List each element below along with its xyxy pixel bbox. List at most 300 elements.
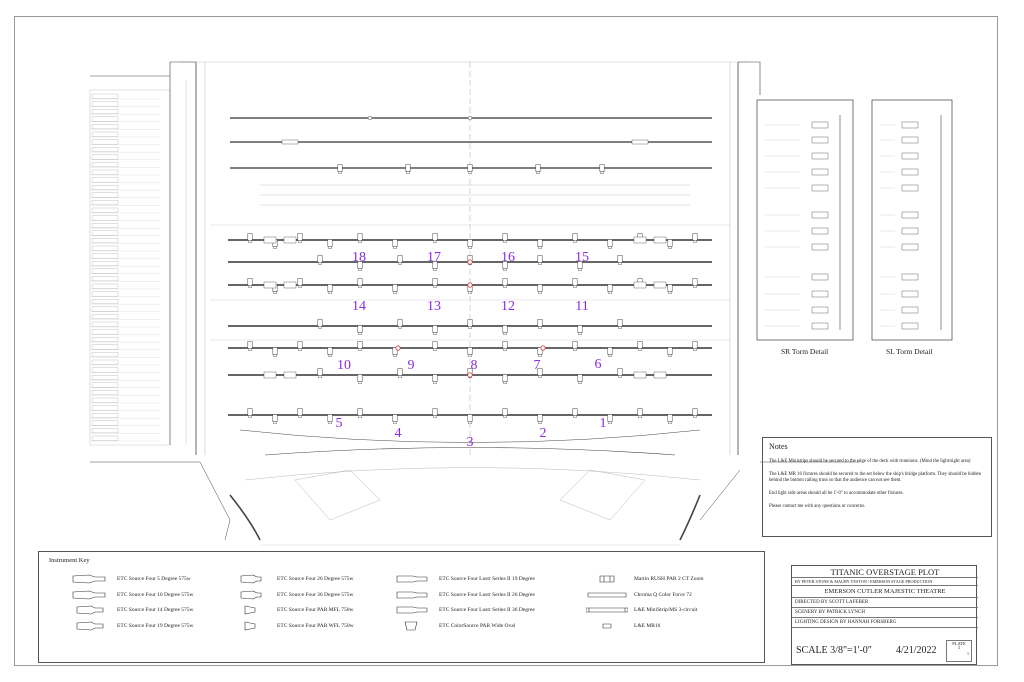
- focus-area-number: 8: [470, 358, 478, 373]
- key-item: [69, 589, 194, 601]
- key-item-label: ETC ColorSource PAR Wide Oval: [439, 622, 516, 629]
- fixture-symbol: [573, 234, 577, 243]
- fixture-barrel: [359, 269, 362, 271]
- torm-fixture: [902, 137, 918, 143]
- schedule-cell: [92, 421, 118, 426]
- schedule-cell: [92, 223, 118, 228]
- fixture-barrel: [359, 349, 362, 351]
- fixture-barrel: [539, 422, 542, 424]
- focus-area-number: 11: [575, 299, 589, 314]
- fixture-symbol: [328, 415, 332, 424]
- fixture-body: [433, 342, 437, 349]
- fixture-symbol: [538, 320, 542, 329]
- fixture-symbol: [433, 326, 437, 335]
- key-item-label: ETC Source Four PAR WFL 750w: [277, 622, 354, 629]
- circuit-schedule-frame: [90, 90, 170, 445]
- fixture-symbol: [328, 348, 332, 357]
- fixture-barrel: [394, 247, 397, 249]
- fixture-barrel: [299, 241, 302, 243]
- fixture-symbol: [358, 342, 362, 351]
- fixture-symbol: [693, 279, 697, 288]
- fixture-symbol: [668, 285, 672, 294]
- schedule-cell: [92, 398, 118, 403]
- fixture-barrel: [539, 355, 542, 357]
- fixture-body: [318, 256, 322, 263]
- key-item: [586, 589, 692, 601]
- plate-of: 1: [967, 651, 969, 656]
- focus-area-number: 14: [352, 299, 366, 314]
- fixture-barrel: [329, 355, 332, 357]
- fixture-body: [298, 279, 302, 286]
- fixture-barrel: [394, 292, 397, 294]
- led-ellipsoidal-icon: [391, 604, 433, 616]
- stair-unit-right: [560, 470, 645, 520]
- director-credit: DIRECTED BY SCOTT LAFEBER: [792, 598, 978, 608]
- key-item: [391, 604, 535, 616]
- fixture-symbol: [503, 326, 507, 335]
- schedule-cell: [92, 368, 118, 373]
- fixture-symbol: [406, 165, 410, 174]
- schedule-cell: [92, 94, 118, 99]
- note-item: The L&E Ministrips should be secured to the edge of the deck with trunnions. (Mind the light/sight area): [769, 459, 971, 464]
- fixture-barrel: [469, 247, 472, 249]
- fixture-symbol: [608, 240, 612, 249]
- key-item-label: ETC Source Four PAR MFL 750w: [277, 607, 354, 613]
- fixture-body: [298, 409, 302, 416]
- torm-fixture: [902, 169, 918, 175]
- fixture-body: [358, 342, 362, 349]
- fixture-body: [433, 234, 437, 241]
- fixture-barrel: [274, 247, 277, 249]
- fixture-barrel: [669, 422, 672, 424]
- fixture-body: [273, 415, 277, 422]
- ministrip-symbol: [264, 282, 276, 288]
- fixture-barrel: [249, 416, 252, 418]
- note-item: End light side areas should all be 1'-0" to accommodate other fixtures.: [769, 491, 904, 496]
- fixture-body: [468, 415, 472, 422]
- production-credits: BY PETER STONE & MAURY YESTON / EMERSON STAGE PRODUCTION: [792, 578, 978, 586]
- fixture-symbol: [468, 415, 472, 424]
- fixture-barrel: [609, 355, 612, 357]
- fixture-barrel: [694, 241, 697, 243]
- key-item: [69, 604, 194, 616]
- fixture-body: [693, 342, 697, 349]
- plate-box: [946, 640, 972, 662]
- fixture-barrel: [319, 327, 322, 329]
- fixture-body: [668, 348, 672, 355]
- fixture-barrel: [579, 333, 582, 335]
- fixture-symbol: [358, 279, 362, 288]
- strip-light-symbol: [282, 140, 298, 144]
- ministrip-symbol: [264, 237, 276, 243]
- fixture-body: [393, 240, 397, 247]
- torm-fixture: [902, 212, 918, 218]
- fixture-symbol: [248, 234, 252, 243]
- fixture-barrel: [359, 382, 362, 384]
- fixture-symbol: [573, 342, 577, 351]
- focus-area-number: 12: [501, 299, 515, 314]
- fixture-body: [358, 375, 362, 382]
- fixture-symbol: [578, 375, 582, 384]
- schedule-cell: [92, 436, 118, 441]
- fixture-barrel: [469, 422, 472, 424]
- torm-fixture: [812, 323, 828, 329]
- mr16-icon: [586, 620, 628, 632]
- fixture-barrel: [329, 292, 332, 294]
- fixture-barrel: [619, 376, 622, 378]
- fixture-barrel: [339, 172, 342, 174]
- torm-fixture: [902, 122, 918, 128]
- fixture-barrel: [249, 286, 252, 288]
- fixture-body: [503, 234, 507, 241]
- fixture-body: [433, 326, 437, 333]
- fixture-barrel: [609, 292, 612, 294]
- fixture-body: [538, 415, 542, 422]
- torm-fixture: [812, 307, 828, 313]
- fixture-symbol: [538, 415, 542, 424]
- moving-head-icon: [586, 573, 628, 585]
- fixture-barrel: [639, 349, 642, 351]
- schedule-cell: [92, 170, 118, 175]
- fixture-symbol: [398, 256, 402, 265]
- key-item: [391, 573, 535, 585]
- fixture-body: [318, 369, 322, 376]
- fixture-body: [573, 234, 577, 241]
- fixture-body: [358, 326, 362, 333]
- fixture-body: [433, 279, 437, 286]
- focus-area-number: 15: [575, 250, 589, 265]
- notes-panel: [762, 437, 992, 537]
- torm-fixture: [902, 185, 918, 191]
- fixture-symbol: [393, 240, 397, 249]
- fixture-body: [608, 285, 612, 292]
- fixture-body: [398, 369, 402, 376]
- fixture-barrel: [504, 286, 507, 288]
- fixture-body: [503, 375, 507, 382]
- fixture-body: [578, 375, 582, 382]
- fixture-body: [393, 415, 397, 422]
- fixture-symbol: [693, 342, 697, 351]
- instrument-key-panel: [38, 551, 765, 663]
- key-item-label: ETC Source Four Lustr Series II 26 Degree: [439, 591, 535, 598]
- schedule-cell: [92, 322, 118, 327]
- ministrip-symbol: [654, 237, 666, 243]
- ellipsoidal-long-icon: [69, 573, 111, 585]
- fixture-body: [536, 165, 540, 172]
- fixture-body: [668, 285, 672, 292]
- fixture-body: [328, 285, 332, 292]
- title-block: [791, 565, 977, 665]
- fixture-barrel: [434, 333, 437, 335]
- fixture-barrel: [407, 172, 410, 174]
- key-item-label: ETC Source Four Lustr Series II 36 Degree: [439, 607, 535, 613]
- schedule-cell: [92, 383, 118, 388]
- fixture-barrel: [434, 269, 437, 271]
- fixture-barrel: [469, 292, 472, 294]
- fixture-barrel: [299, 416, 302, 418]
- fixture-symbol: [328, 240, 332, 249]
- fixture-barrel: [434, 286, 437, 288]
- ellipsoidal-short-icon: [229, 573, 271, 585]
- theatre-name: EMERSON CUTLER MAJESTIC THEATRE: [792, 586, 978, 598]
- fixture-body: [538, 240, 542, 247]
- fixture-barrel: [574, 416, 577, 418]
- fixture-symbol: [618, 369, 622, 378]
- sl-torm-detail-panel: [872, 100, 952, 340]
- colorsource-par-icon: [391, 620, 433, 632]
- fixture-barrel: [359, 416, 362, 418]
- ellipsoidal-short-icon-shape: [241, 591, 261, 599]
- focus-area-number: 18: [352, 250, 366, 265]
- schedule-cell: [92, 185, 118, 190]
- key-item: [586, 620, 660, 632]
- mr16-icon-shape: [603, 624, 611, 628]
- fixture-symbol: [668, 240, 672, 249]
- torm-fixture: [902, 291, 918, 297]
- focus-area-number: 13: [427, 299, 441, 314]
- fixture-symbol: [248, 409, 252, 418]
- fixture-symbol: [248, 279, 252, 288]
- torm-fixture: [812, 212, 828, 218]
- key-item: [586, 604, 697, 616]
- building-outline: [90, 62, 760, 95]
- fixture-symbol: [608, 348, 612, 357]
- note-item: Please contact me with any questions or concerns.: [769, 504, 866, 509]
- stair-unit-left: [295, 470, 380, 520]
- key-item-label: Chroma Q Color Force 72: [634, 591, 692, 598]
- fixture-body: [668, 240, 672, 247]
- fixture-body: [600, 165, 604, 172]
- fixture-symbol: [318, 320, 322, 329]
- focus-area-number: 3: [466, 435, 474, 450]
- schedule-cell: [92, 413, 118, 418]
- schedule-cell: [92, 140, 118, 145]
- fixture-body: [503, 409, 507, 416]
- focus-area-number: 17: [427, 250, 441, 265]
- fixture-barrel: [469, 355, 472, 357]
- ministrip-symbol: [634, 237, 646, 243]
- fixture-barrel: [274, 355, 277, 357]
- fixture-barrel: [694, 286, 697, 288]
- fixture-body: [468, 320, 472, 327]
- fixture-symbol: [318, 256, 322, 265]
- ellipsoidal-medium-icon-shape: [77, 622, 103, 630]
- fixture-symbol: [503, 342, 507, 351]
- fixture-body: [398, 256, 402, 263]
- fixture-barrel: [539, 376, 542, 378]
- fixture-symbol: [668, 415, 672, 424]
- schedule-cell: [92, 406, 118, 411]
- fixture-symbol: [578, 326, 582, 335]
- fixture-symbol: [468, 348, 472, 357]
- moving-light-symbol: [396, 346, 400, 350]
- fixture-symbol: [608, 285, 612, 294]
- fixture-barrel: [609, 422, 612, 424]
- fixture-symbol: [298, 409, 302, 418]
- led-ellipsoidal-icon: [391, 589, 433, 601]
- fixture-barrel: [399, 376, 402, 378]
- fixture-symbol: [433, 234, 437, 243]
- fixture-barrel: [504, 416, 507, 418]
- fixture-body: [358, 234, 362, 241]
- fixture-body: [573, 279, 577, 286]
- plot-title: TITANIC OVERSTAGE PLOT: [792, 566, 978, 578]
- fixture-symbol: [358, 326, 362, 335]
- ellipsoidal-medium-icon: [69, 620, 111, 632]
- fixture-barrel: [274, 292, 277, 294]
- fixture-barrel: [669, 292, 672, 294]
- box-seat-rail-right: [680, 495, 700, 540]
- schedule-cell: [92, 246, 118, 251]
- ministrip-symbol: [634, 282, 646, 288]
- ministrip-symbol: [284, 372, 296, 378]
- moving-light-symbol: [468, 260, 472, 264]
- fixture-body: [608, 240, 612, 247]
- torm-fixture: [812, 185, 828, 191]
- fixture-body: [248, 279, 252, 286]
- ministrip-symbol: [284, 237, 296, 243]
- schedule-cell: [92, 162, 118, 167]
- focus-area-number: 2: [539, 426, 547, 441]
- fixture-body: [468, 348, 472, 355]
- plate-number: 1: [957, 646, 961, 651]
- fixture-barrel: [539, 247, 542, 249]
- schedule-cell: [92, 147, 118, 152]
- torm-fixture: [812, 122, 828, 128]
- fixture-barrel: [469, 172, 472, 174]
- schedule-cell: [92, 269, 118, 274]
- fixture-symbol: [503, 409, 507, 418]
- fixture-barrel: [504, 241, 507, 243]
- key-item: [229, 589, 354, 601]
- fixture-barrel: [574, 349, 577, 351]
- fixture-body: [578, 326, 582, 333]
- fixture-barrel: [639, 416, 642, 418]
- schedule-cell: [92, 200, 118, 205]
- schedule-cell: [92, 178, 118, 183]
- fixture-symbol: [693, 409, 697, 418]
- fixture-barrel: [299, 286, 302, 288]
- fixture-body: [338, 165, 342, 172]
- scenery-credit: SCENERY BY PATRICK LYNCH: [792, 608, 978, 618]
- key-item: [586, 573, 704, 585]
- focus-area-number: 5: [335, 416, 343, 431]
- fixture-barrel: [274, 422, 277, 424]
- strip-light-icon-shape: [588, 593, 626, 597]
- fixture-barrel: [574, 241, 577, 243]
- torm-fixture: [902, 323, 918, 329]
- key-item-label: ETC Source Four 36 Degree 575w: [277, 591, 354, 598]
- torm-fixture: [812, 244, 828, 250]
- fixture-barrel: [579, 382, 582, 384]
- fixture-body: [248, 342, 252, 349]
- fixture-barrel: [469, 327, 472, 329]
- fixture-symbol: [468, 116, 472, 120]
- fixture-symbol: [433, 279, 437, 288]
- ellipsoidal-long-icon: [69, 589, 111, 601]
- led-ellipsoidal-icon-shape: [397, 576, 427, 582]
- fixture-symbol: [368, 116, 372, 120]
- fixture-body: [668, 415, 672, 422]
- fixture-symbol: [393, 415, 397, 424]
- schedule-cell: [92, 102, 118, 107]
- schedule-cell: [92, 109, 118, 114]
- fixture-symbol: [273, 415, 277, 424]
- fixture-body: [503, 279, 507, 286]
- fixture-barrel: [537, 172, 540, 174]
- fixture-symbol: [318, 369, 322, 378]
- fixture-body: [503, 326, 507, 333]
- fixture-body: [398, 320, 402, 327]
- fixture-body: [393, 285, 397, 292]
- fixture-body: [433, 409, 437, 416]
- schedule-cell: [92, 238, 118, 243]
- ministrip-symbol: [284, 282, 296, 288]
- schedule-cell: [92, 193, 118, 198]
- schedule-cell: [92, 360, 118, 365]
- fixture-body: [618, 369, 622, 376]
- ministrip-icon: [586, 604, 628, 616]
- fixture-symbol: [618, 320, 622, 329]
- key-item-label: ETC Source Four 19 Degree 575w: [117, 622, 194, 629]
- fixture-body: [328, 348, 332, 355]
- fixture-symbol: [298, 234, 302, 243]
- fixture-barrel: [249, 349, 252, 351]
- fixture-barrel: [539, 327, 542, 329]
- fixture-body: [358, 279, 362, 286]
- par-icon: [229, 604, 271, 616]
- focus-area-number: 6: [594, 357, 602, 372]
- schedule-cell: [92, 337, 118, 342]
- torm-fixture: [812, 228, 828, 234]
- fixture-symbol: [398, 320, 402, 329]
- led-ellipsoidal-icon-shape: [397, 607, 427, 613]
- fixture-body: [693, 234, 697, 241]
- fixture-body: [468, 240, 472, 247]
- fixture-symbol: [358, 409, 362, 418]
- fixture-body: [328, 240, 332, 247]
- key-item: [69, 573, 191, 585]
- key-item-label: L&E MiniStrip/MS 3-circuit: [634, 607, 698, 613]
- scale-label: SCALE 3/8"=1'-0": [796, 645, 872, 656]
- ellipsoidal-long-icon-shape: [73, 591, 105, 599]
- fixture-symbol: [468, 240, 472, 249]
- colorsource-par-icon-shape: [405, 622, 417, 630]
- fixture-symbol: [248, 342, 252, 351]
- fixture-body: [608, 415, 612, 422]
- fixture-body: [573, 409, 577, 416]
- fixture-barrel: [504, 382, 507, 384]
- fixture-symbol: [298, 279, 302, 288]
- key-item: [229, 620, 354, 632]
- fixture-symbol: [398, 369, 402, 378]
- fixture-symbol: [433, 375, 437, 384]
- ministrip-symbol: [634, 372, 646, 378]
- schedule-cell: [92, 352, 118, 357]
- ministrip-symbol: [264, 372, 276, 378]
- schedule-cell: [92, 314, 118, 319]
- fixture-barrel: [619, 263, 622, 265]
- fixture-symbol: [573, 279, 577, 288]
- fixture-barrel: [694, 416, 697, 418]
- fixture-body: [693, 409, 697, 416]
- fixture-body: [638, 342, 642, 349]
- fixture-body: [298, 342, 302, 349]
- fixture-body: [538, 320, 542, 327]
- ellipsoidal-medium-icon: [69, 604, 111, 616]
- fixture-body: [618, 320, 622, 327]
- fixture-symbol: [618, 256, 622, 265]
